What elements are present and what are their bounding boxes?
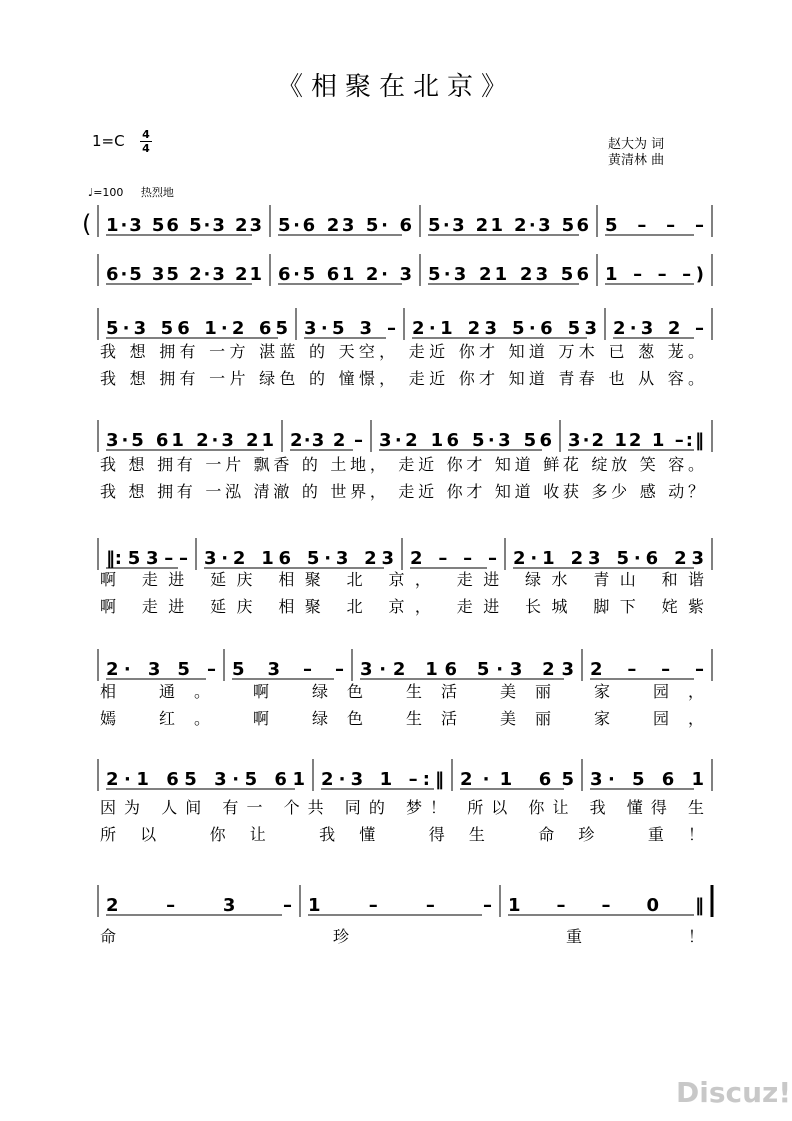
measure-notes: 5·6 23 5· 6	[278, 215, 412, 236]
measure-notes: 2·1 65 3·5 61	[106, 769, 305, 790]
lyric-line: 我 想 拥有 一片 飘香 的 土地， 走近 你才 知道 鲜花 绽放 笑 容。	[100, 455, 704, 474]
measure-notes: 2·3 2 –	[613, 318, 704, 339]
lyric-line: 因为 人间 有一 个共 同的 梦！ 所以 你让 我 懂得 生	[100, 798, 704, 817]
measure-notes: 5·3 21 23 56	[428, 264, 589, 285]
lyric-line: 我 想 拥有 一泓 清澈 的 世界， 走近 你才 知道 收获 多少 感 动？	[100, 482, 704, 501]
lyric-line: 所以 你让 我懂 得生 命珍 重！	[100, 825, 704, 844]
measure-notes: ‖: 5 3 – –	[106, 548, 188, 569]
lyric-line: 我 想 拥有 一方 湛蓝 的 天空， 走近 你才 知道 万木 已 葱 茏。	[100, 342, 704, 361]
measure-notes: 6·5 61 2· 3	[278, 264, 412, 285]
watermark-logo: Discuz!	[676, 1076, 792, 1109]
lyric-line: 我 想 拥有 一片 绿色 的 憧憬， 走近 你才 知道 青春 也 从 容。	[100, 369, 704, 388]
measure-notes: 1 – – –)	[605, 264, 704, 285]
measure-notes: 2 – – –	[410, 548, 497, 569]
lyric-line: 嫣 红。 啊 绿色 生活 美丽 家 园，	[100, 709, 704, 728]
time-signature-bottom: 4	[142, 142, 150, 155]
measure-notes: 1·3 56 5·3 23	[106, 215, 262, 236]
measure-notes: 2·3 2 –	[290, 430, 363, 451]
lyric-line: 命 珍 重！	[100, 927, 704, 946]
measure-notes: 3· 5 6 1	[590, 769, 704, 790]
tempo-value: ♩=100	[88, 186, 124, 199]
measure-notes: 6·5 35 2·3 21	[106, 264, 262, 285]
composer-credit: 黄清林 曲	[608, 153, 665, 168]
measure-notes: 3·5 3 –	[304, 318, 396, 339]
measure-notes: 2·1 23 5·6 23	[513, 548, 704, 569]
measure-notes: 3·2 16 5·3 56	[379, 430, 552, 451]
measure-notes: 3·2 16 5·3 23	[360, 659, 574, 680]
measure-notes: 5 – – –	[605, 215, 704, 236]
measure-notes: 5 3 – –	[232, 659, 344, 680]
measure-notes: 2 – – –	[590, 659, 704, 680]
lyric-line: 相 通。 啊 绿色 生活 美丽 家 园，	[100, 682, 704, 701]
song-title: 《相聚在北京》	[276, 72, 515, 102]
lyric-line: 啊 走进 延庆 相聚 北 京， 走进 绿水 青山 和谐	[100, 570, 704, 589]
key-signature: 1=C	[92, 132, 125, 150]
measure-notes: 5·3 56 1·2 65	[106, 318, 288, 339]
measure-notes: 3·2 12 1 –:‖	[568, 430, 704, 451]
measure-notes: 2·1 65	[460, 769, 574, 790]
measure-notes: 2·1 23 5·6 53	[412, 318, 597, 339]
measure-notes: 5·3 21 2·3 56	[428, 215, 589, 236]
time-signature-top: 4	[142, 128, 150, 141]
measure-notes: 2· 3 5 –	[106, 659, 216, 680]
measure-notes: 3·2 16 5·3 23	[204, 548, 394, 569]
tempo-mood: 热烈地	[140, 186, 174, 199]
measure-notes: 3·5 61 2·3 21	[106, 430, 274, 451]
intro-open-paren: (	[82, 210, 92, 238]
measure-notes: 1 – – –	[308, 895, 492, 916]
measure-notes: 2·3 1 –:‖	[321, 769, 444, 790]
measure-notes: 1 – – 0 ‖	[508, 895, 704, 916]
measure-notes: 2 – 3 –	[106, 895, 292, 916]
lyricist-credit: 赵大为 词	[608, 137, 665, 152]
lyric-line: 啊 走进 延庆 相聚 北 京， 走进 长城 脚下 姹紫	[100, 597, 704, 616]
